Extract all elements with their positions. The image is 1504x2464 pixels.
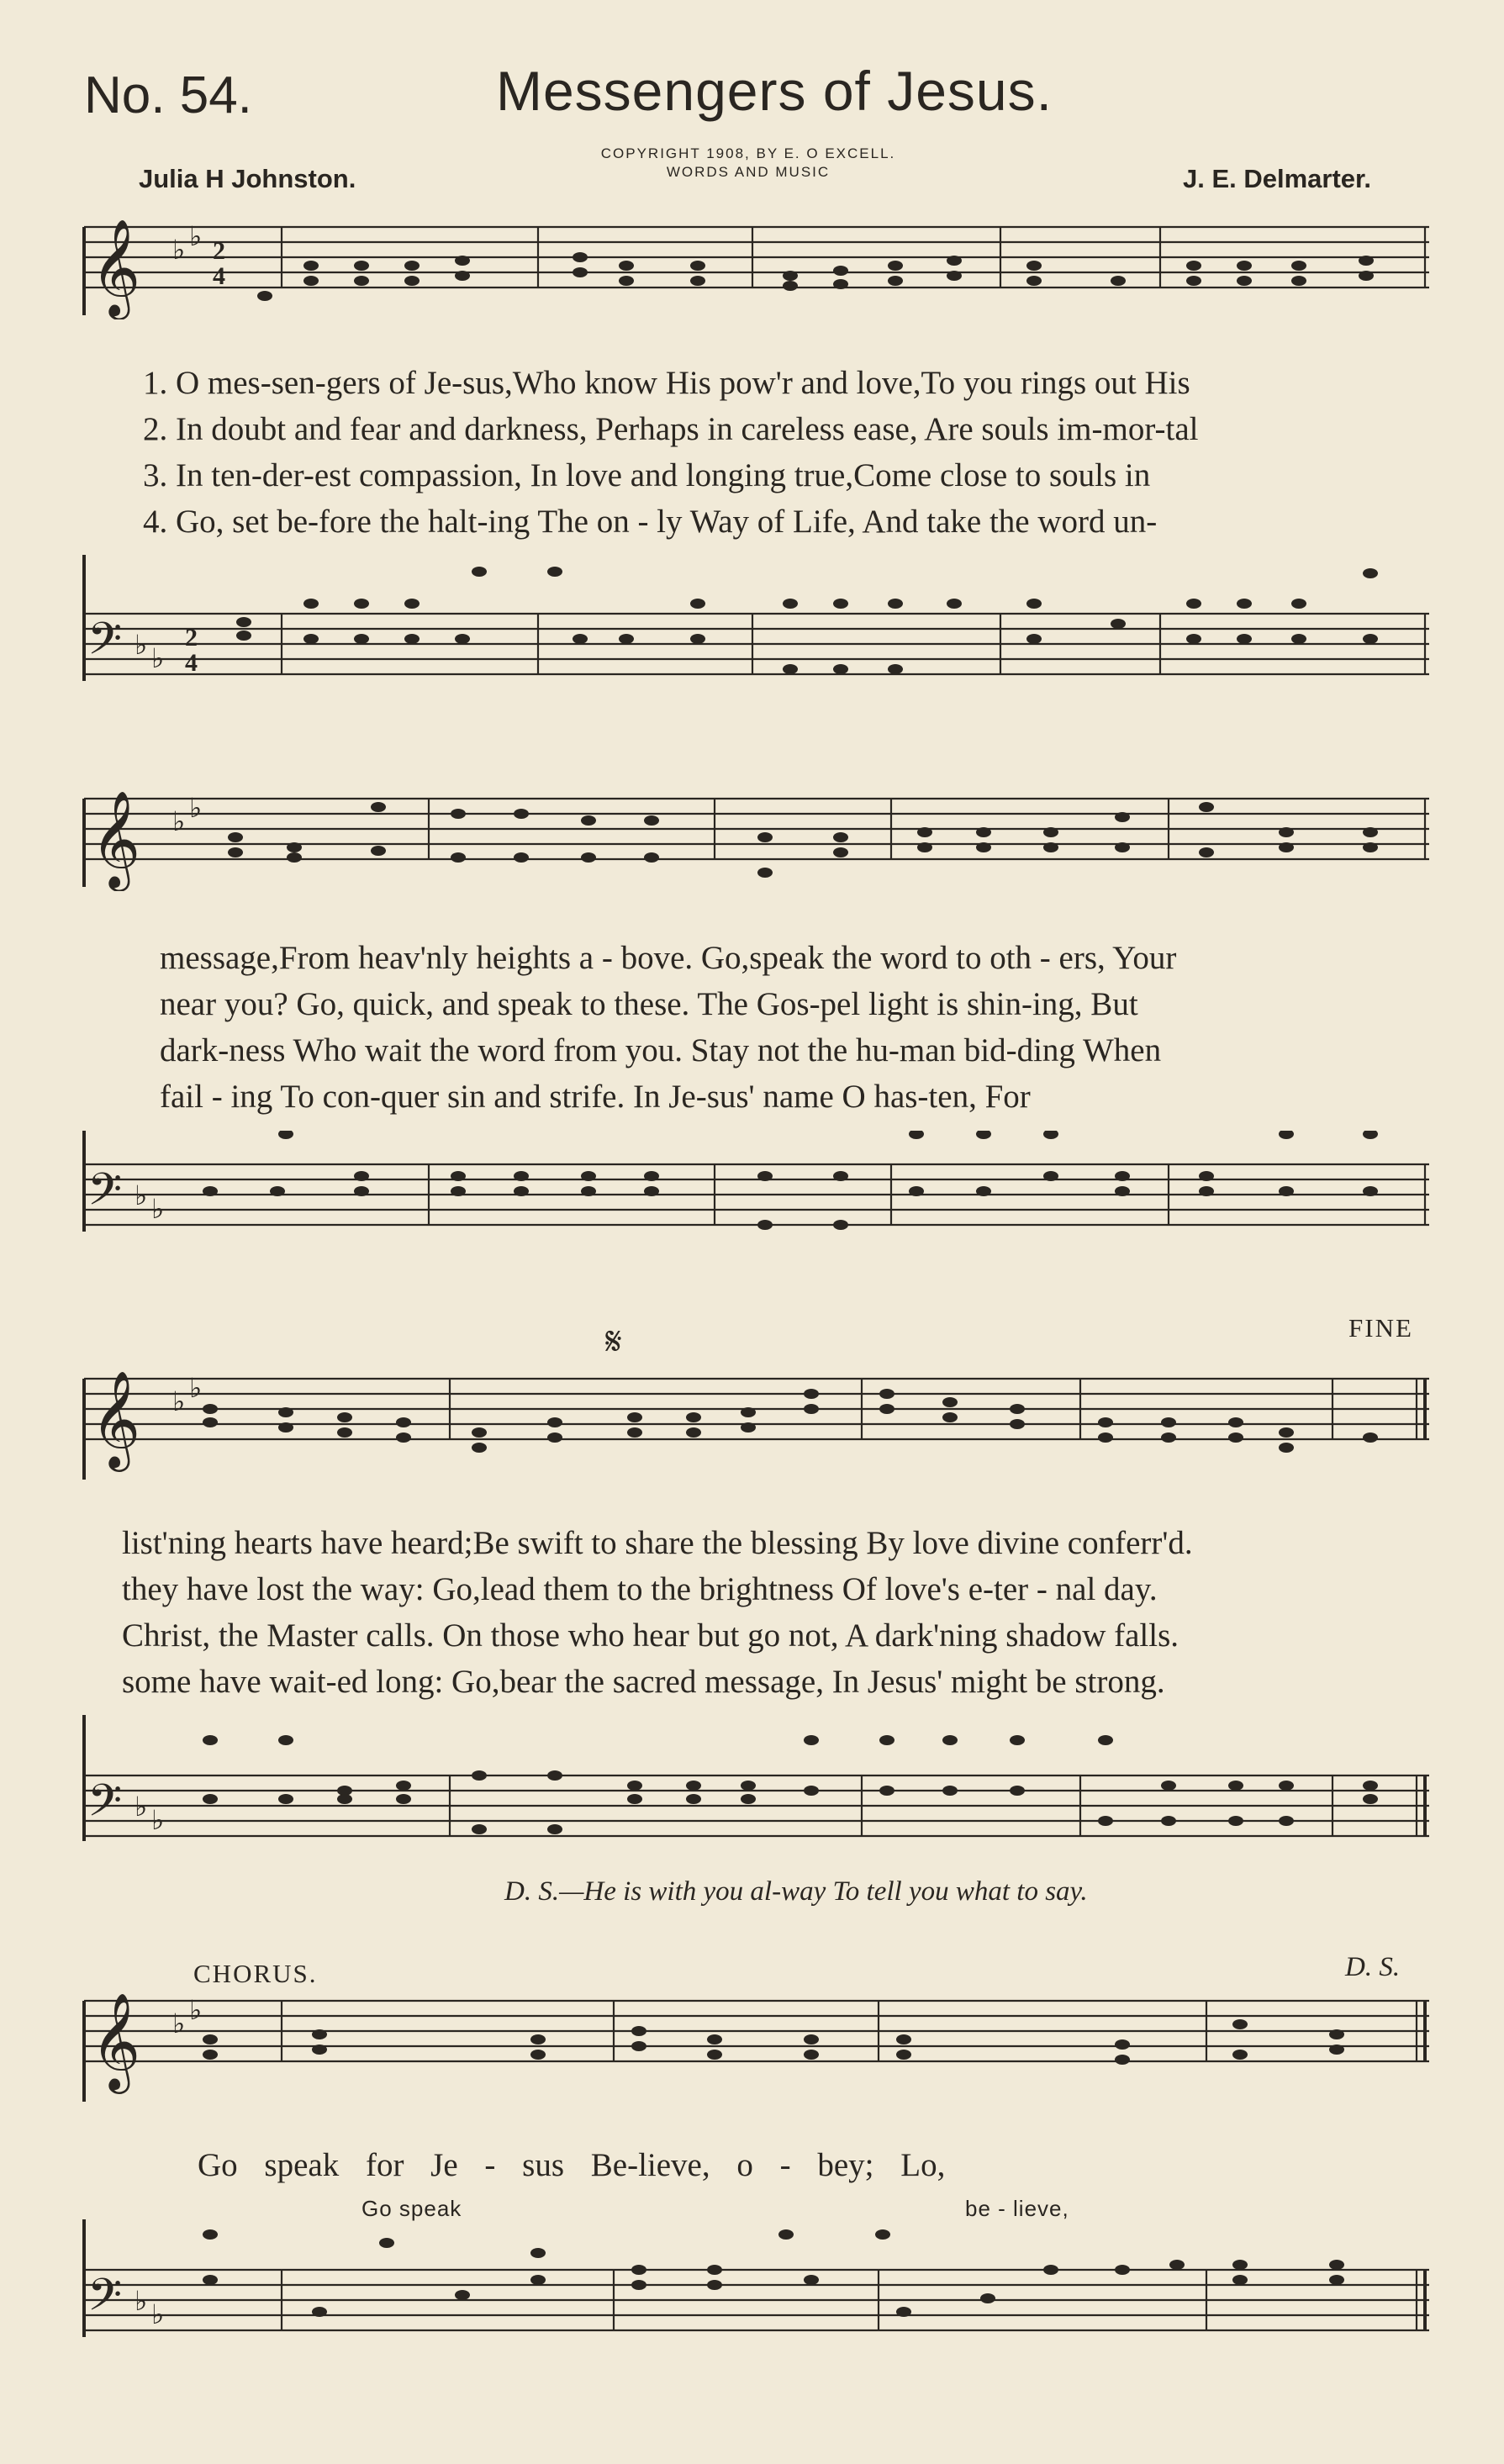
author-credit: Julia H Johnston.: [139, 164, 356, 193]
svg-text:2: 2: [213, 237, 225, 265]
segno-icon: 𝄋: [605, 1318, 622, 1364]
svg-text:𝄢: 𝄢: [87, 1776, 123, 1836]
svg-text:♭: ♭: [189, 1995, 203, 2025]
svg-text:4: 4: [185, 649, 198, 677]
svg-text:♭: ♭: [135, 1180, 148, 1211]
chorus-label: CHORUS.: [193, 1959, 318, 1988]
system-1-treble-staff: [76, 202, 1438, 319]
composer-credit: J. E. Delmarter.: [1182, 164, 1371, 193]
bass-words-go-speak: Go speak: [361, 2196, 462, 2221]
verse-4-line-3: some have wait-ed long: Go,bear the sacred message, In Jesus' might be strong.: [122, 1664, 1165, 1700]
svg-text:𝄢: 𝄢: [87, 2271, 123, 2330]
system-2-bass-staff: [76, 1131, 1438, 1290]
verse-3-line-1: 3. In ten-der-est compassion, In love and longing true,Come close to souls in: [143, 457, 1151, 493]
system-1-bass-staff: [76, 555, 1438, 715]
svg-text:♭: ♭: [151, 1805, 165, 1835]
svg-text:𝄢: 𝄢: [87, 614, 123, 676]
verse-1-line-2: message,From heav'nly heights a - bove. Go,speak the word to oth - ers, Your: [160, 940, 1177, 976]
svg-text:♭: ♭: [135, 2286, 148, 2316]
verse-2-line-2: near you? Go, quick, and speak to these. The Gos-pel light is shin-ing, But: [160, 986, 1138, 1022]
system-3-treble-staff: [76, 1353, 1438, 1488]
verse-1-line-1: 1. O mes-sen-gers of Je-sus,Who know His pow'r and love,To you rings out His: [143, 365, 1190, 401]
svg-text:𝄞: 𝄞: [91, 1995, 141, 2088]
ds-marking: D. S.: [1345, 1952, 1401, 1982]
svg-text:♭: ♭: [189, 793, 203, 823]
verse-2-line-3: they have lost the way: Go,lead them to the brightness Of love's e-ter - nal day.: [122, 1571, 1158, 1607]
system-2-lyrics: [160, 935, 1504, 1120]
system-4-bass-staff: [76, 2219, 1438, 2371]
svg-text:♭: ♭: [172, 1386, 186, 1417]
svg-text:♭: ♭: [172, 806, 186, 836]
verse-4-line-1: 4. Go, set be-fore the halt-ing The on - ly Way of Life, And take the word un-: [143, 504, 1158, 540]
svg-text:𝄢: 𝄢: [87, 1165, 123, 1225]
verse-4-line-2: fail - ing To con-quer sin and strife. In Je-sus' name O has-ten, For: [160, 1079, 1031, 1115]
svg-text:♭: ♭: [172, 2008, 186, 2039]
hymn-title: Messengers of Jesus.: [496, 60, 1053, 122]
chorus-lyrics: Go speak for Je - sus Be-lieve, o - bey; Lo,: [198, 2147, 946, 2183]
svg-text:♭: ♭: [151, 2299, 165, 2329]
bass-words-believe: be - lieve,: [965, 2196, 1069, 2221]
svg-text:𝄞: 𝄞: [91, 1373, 141, 1466]
verse-1-line-3: list'ning hearts have heard;Be swift to share the blessing By love divine conferr'd.: [122, 1525, 1193, 1561]
svg-text:4: 4: [213, 262, 225, 290]
copyright-line-1: COPYRIGHT 1908, BY E. O EXCELL.: [600, 145, 896, 161]
svg-text:𝄞: 𝄞: [91, 793, 141, 886]
svg-text:2: 2: [185, 624, 198, 652]
ds-lyric-line: D. S.—He is with you al-way To tell you what to say.: [504, 1876, 1088, 1907]
system-3-lyrics: [122, 1520, 1475, 1705]
verse-2-line-1: 2. In doubt and fear and darkness, Perhaps in careless ease, Are souls im-mor-tal: [143, 411, 1199, 447]
svg-text:♭: ♭: [189, 221, 203, 251]
system-2-treble-staff: [76, 773, 1438, 891]
hymn-number: No. 54.: [84, 66, 252, 124]
system-4-treble-staff: [76, 1976, 1438, 2110]
svg-text:♭: ♭: [172, 235, 186, 265]
copyright-line-2: WORDS AND MUSIC: [666, 164, 831, 180]
svg-text:♭: ♭: [135, 1791, 148, 1822]
svg-text:♭: ♭: [135, 630, 148, 660]
verse-3-line-3: Christ, the Master calls. On those who hear but go not, A dark'ning shadow falls.: [122, 1617, 1179, 1654]
svg-text:𝄞: 𝄞: [91, 218, 141, 316]
svg-text:♭: ♭: [189, 1373, 203, 1403]
system-3-bass-staff: [76, 1715, 1438, 1866]
svg-text:♭: ♭: [151, 643, 165, 673]
verse-3-line-2: dark-ness Who wait the word from you. Stay not the hu-man bid-ding When: [160, 1032, 1162, 1068]
svg-text:♭: ♭: [151, 1194, 165, 1224]
system-1-lyrics: [143, 360, 1496, 545]
copyright-notice: [513, 145, 984, 182]
fine-marking: FINE: [1348, 1313, 1413, 1343]
